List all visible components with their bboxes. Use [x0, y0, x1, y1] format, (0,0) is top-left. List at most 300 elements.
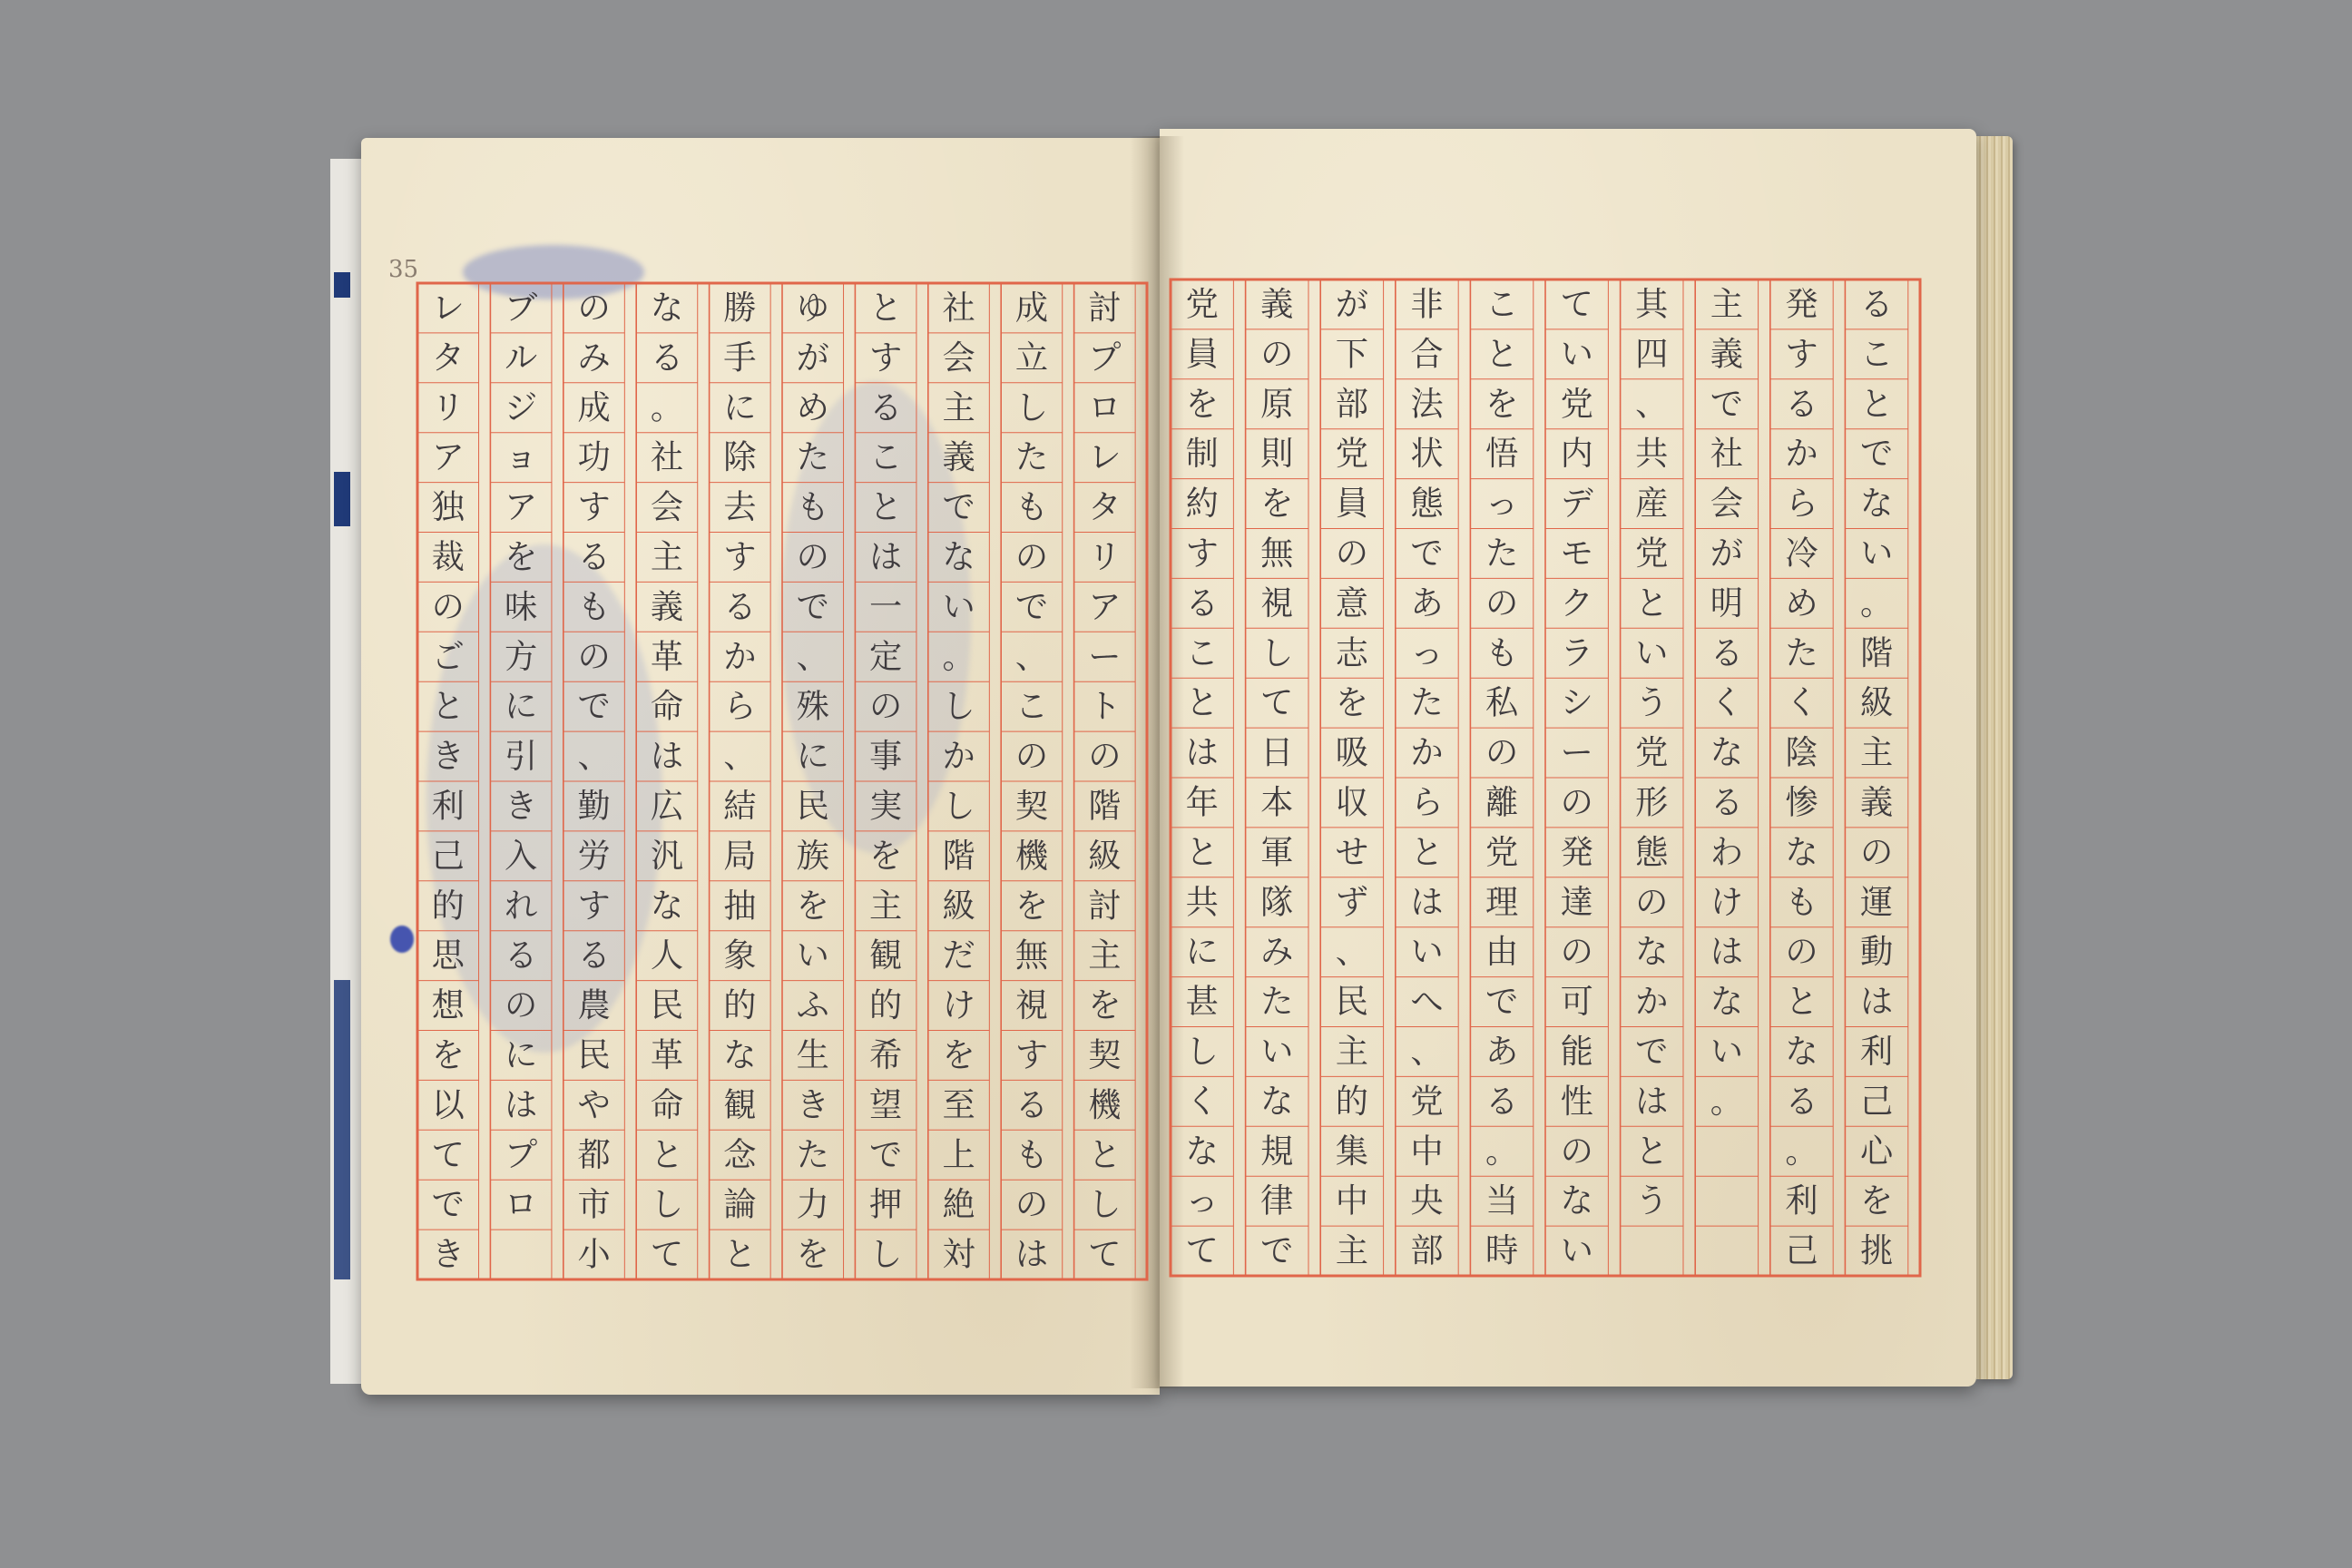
manuscript-character: 産 [1635, 484, 1669, 524]
manuscript-character: こ [1185, 632, 1219, 672]
manuscript-character: と [1185, 832, 1219, 872]
manuscript-character: 対 [942, 1234, 975, 1274]
manuscript-character: た [1410, 682, 1444, 722]
manuscript-character: 、 [1014, 636, 1049, 676]
cover-print-stripe [334, 980, 350, 1279]
manuscript-character: 思 [431, 936, 465, 975]
manuscript-character: こ [1485, 284, 1519, 324]
manuscript-character: 社 [650, 437, 684, 477]
manuscript-character: す [1185, 534, 1219, 573]
manuscript-character: 実 [869, 786, 903, 826]
manuscript-character: は [505, 1084, 538, 1124]
manuscript-character: の [869, 686, 903, 726]
manuscript-character: 本 [1260, 782, 1294, 822]
manuscript-character: な [1859, 484, 1894, 524]
manuscript-character: を [505, 537, 538, 577]
manuscript-character: プ [1088, 338, 1122, 377]
manuscript-character: 態 [1635, 832, 1669, 872]
manuscript-character: は [650, 736, 684, 776]
manuscript-character: を [796, 886, 829, 926]
manuscript-character: リ [431, 387, 465, 427]
manuscript-character: は [1410, 882, 1444, 922]
manuscript-character: 押 [869, 1184, 903, 1224]
manuscript-character: し [1260, 632, 1294, 672]
manuscript-character: 会 [942, 338, 975, 377]
manuscript-character: せ [1335, 832, 1369, 872]
manuscript-character: 命 [650, 686, 684, 726]
manuscript-character: あ [1485, 1032, 1519, 1072]
manuscript-character: モ [1560, 534, 1593, 573]
manuscript-character: 独 [431, 487, 465, 527]
manuscript-character: て [1260, 682, 1294, 722]
manuscript-character: に [505, 686, 538, 726]
manuscript-character: ブ [505, 288, 538, 328]
right-column-4 [1635, 285, 1670, 1220]
manuscript-character: い [1635, 632, 1669, 672]
manuscript-character: 事 [869, 736, 903, 776]
manuscript-character: く [1710, 682, 1744, 722]
manuscript-character: け [1710, 882, 1744, 922]
manuscript-character: の [1785, 932, 1818, 972]
manuscript-character: 上 [942, 1134, 975, 1174]
manuscript-character: 命 [650, 1084, 684, 1124]
manuscript-character: い [1260, 1032, 1294, 1072]
manuscript-character: 。 [942, 636, 975, 676]
manuscript-character: る [577, 936, 611, 975]
manuscript-character: る [1859, 284, 1894, 324]
manuscript-character: て [1185, 1230, 1219, 1270]
manuscript-character: 発 [1785, 284, 1818, 324]
manuscript-character: で [577, 686, 611, 726]
manuscript-character: ら [1410, 782, 1444, 822]
manuscript-character: 央 [1410, 1181, 1444, 1220]
manuscript-character: る [650, 338, 684, 377]
manuscript-character: は [1635, 1081, 1669, 1121]
manuscript-character: す [577, 487, 611, 527]
manuscript-character: 裁 [431, 537, 465, 577]
manuscript-character: か [723, 636, 757, 676]
manuscript-character: 階 [942, 836, 975, 876]
manuscript-character: を [1088, 985, 1122, 1025]
manuscript-character: の [1088, 736, 1122, 776]
manuscript-character: 心 [1859, 1131, 1894, 1171]
manuscript-character: 己 [1785, 1230, 1818, 1270]
manuscript-character: レ [1088, 437, 1122, 477]
manuscript-character: 党 [1485, 832, 1519, 872]
manuscript-character: 内 [1560, 434, 1593, 474]
manuscript-character: 殊 [796, 686, 829, 726]
manuscript-character: 理 [1485, 882, 1519, 922]
manuscript-character: ー [1560, 732, 1593, 772]
manuscript-character: を [1260, 484, 1294, 524]
manuscript-character: し [1014, 387, 1049, 427]
manuscript-character: 、 [1335, 932, 1369, 972]
manuscript-character: 引 [505, 736, 538, 776]
manuscript-character: で [1014, 586, 1049, 626]
manuscript-character: 中 [1335, 1181, 1369, 1220]
manuscript-character: た [796, 1134, 829, 1174]
manuscript-character: 広 [650, 786, 684, 826]
manuscript-character: ラ [1560, 632, 1593, 672]
manuscript-character: ア [1088, 586, 1122, 626]
manuscript-character: 望 [869, 1084, 903, 1124]
manuscript-character: は [869, 537, 903, 577]
manuscript-character: 志 [1335, 632, 1369, 672]
manuscript-character: と [1859, 384, 1894, 424]
right-column-3 [1710, 285, 1743, 1121]
manuscript-character: 方 [505, 636, 538, 676]
manuscript-character: な [1710, 732, 1744, 772]
manuscript-character: ジ [505, 387, 538, 427]
manuscript-character: み [1260, 932, 1294, 972]
manuscript-character: っ [1485, 484, 1519, 524]
manuscript-character: ト [1088, 686, 1122, 726]
manuscript-character: ク [1560, 583, 1593, 622]
manuscript-character: 。 [1485, 1131, 1519, 1171]
manuscript-character: め [1785, 583, 1818, 622]
manuscript-character: 状 [1410, 434, 1444, 474]
manuscript-character: と [723, 1234, 757, 1274]
manuscript-character: 義 [1859, 782, 1894, 822]
manuscript-character: し [650, 1184, 684, 1224]
manuscript-character: き [505, 786, 538, 826]
manuscript-character: た [796, 437, 829, 477]
manuscript-character: 、 [796, 636, 829, 676]
manuscript-character: 級 [1088, 836, 1122, 876]
manuscript-character: す [1785, 334, 1818, 374]
manuscript-character: と [1088, 1134, 1122, 1174]
manuscript-character: ア [431, 437, 465, 477]
manuscript-character: し [942, 686, 975, 726]
manuscript-character: 定 [869, 636, 903, 676]
manuscript-character: の [577, 636, 611, 676]
manuscript-character: の [1014, 736, 1049, 776]
manuscript-character: 合 [1410, 334, 1444, 374]
manuscript-character: は [1014, 1234, 1049, 1274]
manuscript-character: と [1410, 832, 1444, 872]
manuscript-character: し [869, 1234, 903, 1274]
manuscript-character: み [577, 338, 611, 377]
manuscript-character: 農 [577, 985, 611, 1025]
manuscript-character: を [869, 836, 903, 876]
manuscript-character: 生 [796, 1035, 829, 1075]
manuscript-character: 形 [1635, 782, 1669, 822]
manuscript-character: 勤 [577, 786, 611, 826]
manuscript-character: 規 [1260, 1131, 1294, 1171]
manuscript-character: け [942, 985, 975, 1025]
manuscript-character: 能 [1560, 1032, 1593, 1072]
manuscript-character: 義 [650, 586, 684, 626]
manuscript-character: 惨 [1785, 782, 1818, 822]
manuscript-character: 機 [1014, 836, 1049, 876]
manuscript-character: 党 [1560, 384, 1593, 424]
manuscript-character: と [1785, 982, 1818, 1022]
manuscript-character: を [942, 1035, 975, 1075]
manuscript-character: ず [1335, 882, 1369, 922]
manuscript-character: 主 [1088, 936, 1122, 975]
manuscript-character: 汎 [650, 836, 684, 876]
manuscript-character: な [723, 1035, 757, 1075]
manuscript-character: 主 [1335, 1032, 1369, 1072]
manuscript-character: 意 [1335, 583, 1369, 622]
manuscript-character: 集 [1335, 1131, 1369, 1171]
manuscript-character: 挑 [1859, 1230, 1894, 1270]
manuscript-character: と [650, 1134, 684, 1174]
manuscript-character: で [1635, 1032, 1669, 1072]
manuscript-character: 四 [1635, 334, 1669, 374]
manuscript-character: が [1710, 534, 1744, 573]
manuscript-character: ア [505, 487, 538, 527]
manuscript-character: あ [1410, 583, 1444, 622]
manuscript-character: 原 [1260, 384, 1294, 424]
manuscript-character: 義 [1260, 284, 1294, 324]
manuscript-character: 革 [650, 636, 684, 676]
manuscript-character: 人 [650, 936, 684, 975]
manuscript-character: 機 [1088, 1084, 1122, 1124]
manuscript-character: た [1014, 437, 1049, 477]
manuscript-character: 法 [1410, 384, 1444, 424]
manuscript-character: て [650, 1234, 684, 1274]
manuscript-character: で [942, 487, 975, 527]
manuscript-character: な [1260, 1081, 1294, 1121]
manuscript-character: 性 [1560, 1081, 1593, 1121]
manuscript-character: を [1485, 384, 1519, 424]
manuscript-character: 成 [1014, 288, 1049, 328]
manuscript-character: ロ [505, 1184, 538, 1224]
manuscript-character: い [796, 936, 829, 975]
manuscript-character: 員 [1185, 334, 1219, 374]
manuscript-character: や [577, 1084, 611, 1124]
manuscript-character: 社 [1710, 434, 1744, 474]
manuscript-character: 論 [723, 1184, 757, 1224]
manuscript-character: ロ [1088, 387, 1122, 427]
manuscript-character: 観 [723, 1084, 757, 1124]
manuscript-character: す [869, 338, 903, 377]
manuscript-character: 。 [1859, 583, 1894, 622]
manuscript-character: を [1014, 886, 1049, 926]
manuscript-character: 革 [650, 1035, 684, 1075]
manuscript-character: で [1260, 1230, 1294, 1270]
manuscript-character: 主 [1859, 732, 1894, 772]
manuscript-character: な [942, 537, 975, 577]
manuscript-character: な [1560, 1181, 1593, 1220]
manuscript-character: 義 [942, 437, 975, 477]
manuscript-character: 会 [650, 487, 684, 527]
manuscript-character: 。 [650, 387, 684, 427]
manuscript-character: い [1560, 1230, 1593, 1270]
manuscript-character: 運 [1859, 882, 1894, 922]
manuscript-character: 契 [1014, 786, 1049, 826]
manuscript-character: 時 [1485, 1230, 1519, 1270]
manuscript-character: と [1485, 334, 1519, 374]
manuscript-character: 社 [942, 288, 975, 328]
manuscript-character: の [505, 985, 538, 1025]
manuscript-character: 軍 [1260, 832, 1294, 872]
manuscript-character: の [1560, 932, 1593, 972]
manuscript-character: こ [1859, 334, 1894, 374]
manuscript-character: が [796, 338, 829, 377]
manuscript-character: で [431, 1184, 465, 1224]
manuscript-character: 討 [1088, 288, 1122, 328]
manuscript-character: で [1859, 434, 1894, 474]
manuscript-character: い [942, 586, 975, 626]
manuscript-character: ご [431, 636, 465, 676]
manuscript-character: レ [431, 288, 465, 328]
manuscript-character: と [869, 288, 903, 328]
manuscript-character: 態 [1410, 484, 1444, 524]
manuscript-character: 主 [650, 537, 684, 577]
manuscript-character: か [942, 736, 975, 776]
manuscript-character: な [650, 288, 684, 328]
manuscript-character: 員 [1335, 484, 1369, 524]
manuscript-character: 部 [1335, 384, 1369, 424]
manuscript-character: 想 [431, 985, 465, 1025]
manuscript-character: 中 [1410, 1131, 1444, 1171]
manuscript-character: を [1185, 384, 1219, 424]
manuscript-character: を [431, 1035, 465, 1075]
manuscript-character: か [1635, 982, 1669, 1022]
manuscript-character: 観 [869, 936, 903, 975]
manuscript-character: る [869, 387, 903, 427]
manuscript-character: 力 [796, 1184, 829, 1224]
manuscript-character: に [1185, 932, 1219, 972]
manuscript-character: か [1410, 732, 1444, 772]
manuscript-character: も [796, 487, 829, 527]
manuscript-character: 可 [1560, 982, 1593, 1022]
manuscript-character: 立 [1014, 338, 1049, 377]
manuscript-character: ふ [796, 985, 829, 1025]
manuscript-character: は [1859, 982, 1894, 1022]
manuscript-character: 共 [1185, 882, 1219, 922]
manuscript-character: 、 [1410, 1032, 1444, 1072]
manuscript-character: 義 [1710, 334, 1744, 374]
manuscript-character: で [1485, 982, 1519, 1022]
manuscript-character: デ [1560, 484, 1593, 524]
manuscript-character: る [723, 586, 757, 626]
manuscript-character: 主 [1710, 284, 1744, 324]
manuscript-character: 労 [577, 836, 611, 876]
manuscript-character: も [577, 586, 611, 626]
manuscript-character: て [431, 1134, 465, 1174]
manuscript-character: し [942, 786, 975, 826]
manuscript-character: 離 [1485, 782, 1519, 822]
manuscript-character: 己 [1859, 1081, 1894, 1121]
manuscript-character: す [723, 537, 757, 577]
manuscript-character: の [1335, 534, 1369, 573]
manuscript-character: の [1014, 537, 1049, 577]
manuscript-character: と [1635, 1131, 1669, 1171]
manuscript-character: 一 [869, 586, 903, 626]
manuscript-character: な [650, 886, 684, 926]
manuscript-character: は [1185, 732, 1219, 772]
manuscript-character: 的 [431, 886, 465, 926]
manuscript-character: 隊 [1260, 882, 1294, 922]
manuscript-character: す [1014, 1035, 1049, 1075]
manuscript-character: 約 [1185, 484, 1219, 524]
manuscript-character: 級 [942, 886, 975, 926]
manuscript-character: で [869, 1134, 903, 1174]
manuscript-character: な [1710, 982, 1744, 1022]
manuscript-character: 的 [1335, 1081, 1369, 1121]
manuscript-character: 由 [1485, 932, 1519, 972]
manuscript-character: ー [1088, 636, 1122, 676]
manuscript-character: れ [505, 886, 538, 926]
manuscript-character: き [796, 1084, 829, 1124]
manuscript-character: 則 [1260, 434, 1294, 474]
manuscript-character: る [577, 537, 611, 577]
manuscript-character: 明 [1710, 583, 1744, 622]
manuscript-character: リ [1088, 537, 1122, 577]
manuscript-character: た [1785, 632, 1818, 672]
manuscript-character: 無 [1014, 936, 1049, 975]
manuscript-character: 民 [1335, 982, 1369, 1022]
manuscript-character: 手 [723, 338, 757, 377]
manuscript-character: 無 [1260, 534, 1294, 573]
manuscript-character: の [1260, 334, 1294, 374]
manuscript-character: 下 [1335, 334, 1369, 374]
manuscript-character: で [796, 586, 829, 626]
manuscript-character: 、 [1635, 384, 1669, 424]
manuscript-character: 。 [1785, 1131, 1818, 1171]
manuscript-character: タ [431, 338, 465, 377]
manuscript-character: る [1185, 583, 1219, 622]
manuscript-character: と [1185, 682, 1219, 722]
manuscript-character: 階 [1859, 632, 1894, 672]
manuscript-character: 的 [723, 985, 757, 1025]
manuscript-character: 希 [869, 1035, 903, 1075]
manuscript-character: 収 [1335, 782, 1369, 822]
manuscript-character: わ [1710, 832, 1744, 872]
manuscript-character: で [1410, 534, 1444, 573]
manuscript-character: ら [723, 686, 757, 726]
manuscript-character: 結 [723, 786, 757, 826]
manuscript-character: 勝 [723, 288, 757, 328]
manuscript-character: 入 [505, 836, 538, 876]
manuscript-character: で [1710, 384, 1744, 424]
manuscript-character: る [1710, 782, 1744, 822]
manuscript-character: 冷 [1785, 534, 1818, 573]
manuscript-character: 族 [796, 836, 829, 876]
manuscript-character: 民 [796, 786, 829, 826]
manuscript-character: し [1088, 1184, 1122, 1224]
manuscript-character: 共 [1635, 434, 1669, 474]
manuscript-character: 当 [1485, 1181, 1519, 1220]
manuscript-character: 念 [723, 1134, 757, 1174]
manuscript-character: 利 [1785, 1181, 1818, 1220]
manuscript-character: 抽 [723, 886, 757, 926]
manuscript-character: 契 [1088, 1035, 1122, 1075]
manuscript-character: を [1335, 682, 1369, 722]
manuscript-character: い [1560, 334, 1593, 374]
manuscript-character: る [1485, 1081, 1519, 1121]
manuscript-character: る [1014, 1084, 1049, 1124]
manuscript-character: に [505, 1035, 538, 1075]
manuscript-character: の [1014, 1184, 1049, 1224]
manuscript-character: 、 [723, 736, 757, 776]
manuscript-character: 至 [942, 1084, 975, 1124]
manuscript-character: の [1560, 782, 1593, 822]
manuscript-character: る [1785, 384, 1818, 424]
manuscript-character: き [431, 1234, 465, 1274]
manuscript-character: な [1635, 932, 1669, 972]
manuscript-character: の [577, 288, 611, 328]
manuscript-character: め [796, 387, 829, 427]
manuscript-character: 的 [869, 985, 903, 1025]
left-manuscript-grid [417, 283, 1147, 1279]
manuscript-character: と [869, 487, 903, 527]
manuscript-character: は [1710, 932, 1744, 972]
manuscript-character: き [431, 736, 465, 776]
